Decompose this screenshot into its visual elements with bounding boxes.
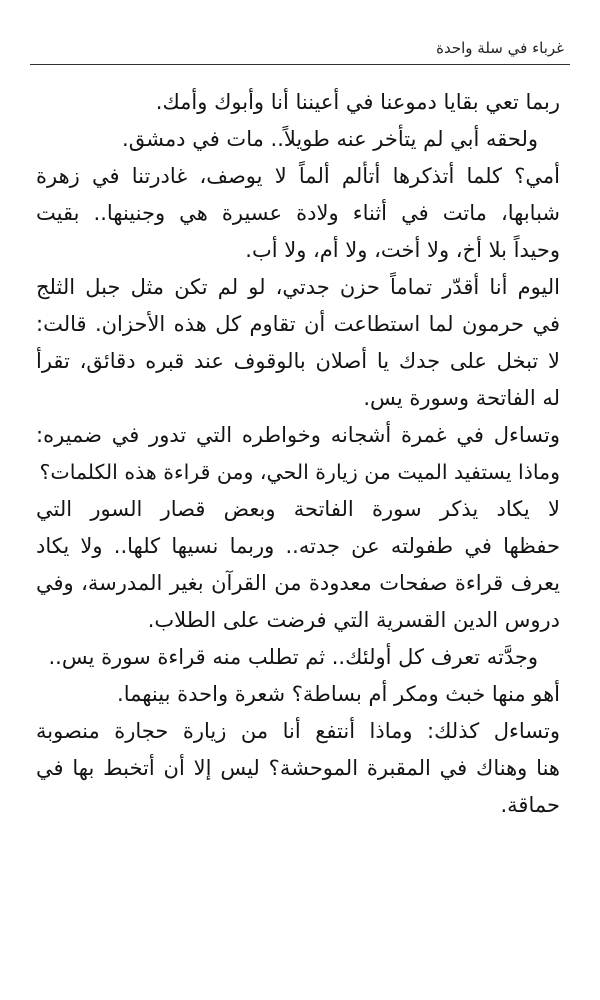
text-line: لا يكاد يذكر سورة الفاتحة وبعض قصار السور التي [36, 497, 560, 521]
text-line: هنا وهناك في المقبرة الموحشة؟ ليس إلا أن أتخبط بها في [36, 756, 560, 780]
text-line: وتساءل كذلك: وماذا أنتفع أنا من زيارة حجارة منصوبة [36, 719, 560, 743]
header-divider [30, 64, 570, 65]
text-line: شبابها، ماتت في أثناء ولادة عسيرة هي وجنينها.. بقيت [36, 201, 560, 225]
text-line: في حرمون لما استطاعت أن تقاوم كل هذه الأحزان. قالت: [36, 312, 560, 336]
text-line: له الفاتحة وسورة يس. [363, 386, 560, 410]
text-line: اليوم أنا أقدّر تماماً حزن جدتي، لو لم تكن مثل جبل الثلج [36, 275, 560, 299]
text-line: حفظها في طفولته عن جدته.. وربما نسيها كلها.. ولا يكاد [36, 534, 560, 558]
text-line: يعرف قراءة صفحات معدودة من القرآن بغير المدرسة، وفي [36, 571, 560, 595]
text-line: أهو منها خبث ومكر أم بساطة؟ شعرة واحدة بينهما. [117, 682, 560, 706]
text-line: وماذا يستفيد الميت من زيارة الحي، ومن قراءة هذه الكلمات؟ [39, 460, 560, 484]
text-line: أمي؟ كلما أتذكرها أتألم ألماً لا يوصف، غادرتنا في زهرة [36, 164, 560, 188]
text-line: حماقة. [500, 793, 560, 817]
text-line: ولحقه أبي لم يتأخر عنه طويلاً.. مات في دمشق. [122, 127, 538, 151]
text-line: وتساءل في غمرة أشجانه وخواطره التي تدور في ضميره: [36, 423, 560, 447]
text-line: ربما تعي بقايا دموعنا في أعيننا أنا وأبوك وأمك. [155, 90, 560, 114]
text-line: لا تبخل على جدك يا أصلان بالوقوف عند قبره دقائق، تقرأ [36, 349, 560, 373]
text-line: وجدَّته تعرف كل أولئك.. ثم تطلب منه قراءة سورة يس.. [48, 645, 538, 669]
text-line: وحيداً بلا أخ، ولا أخت، ولا أم، ولا أب. [245, 238, 560, 262]
text-line: دروس الدين القسرية التي فرضت على الطلاب. [147, 608, 560, 632]
body-text [36, 84, 560, 824]
running-header: غرباء في سلة واحدة [436, 39, 564, 57]
